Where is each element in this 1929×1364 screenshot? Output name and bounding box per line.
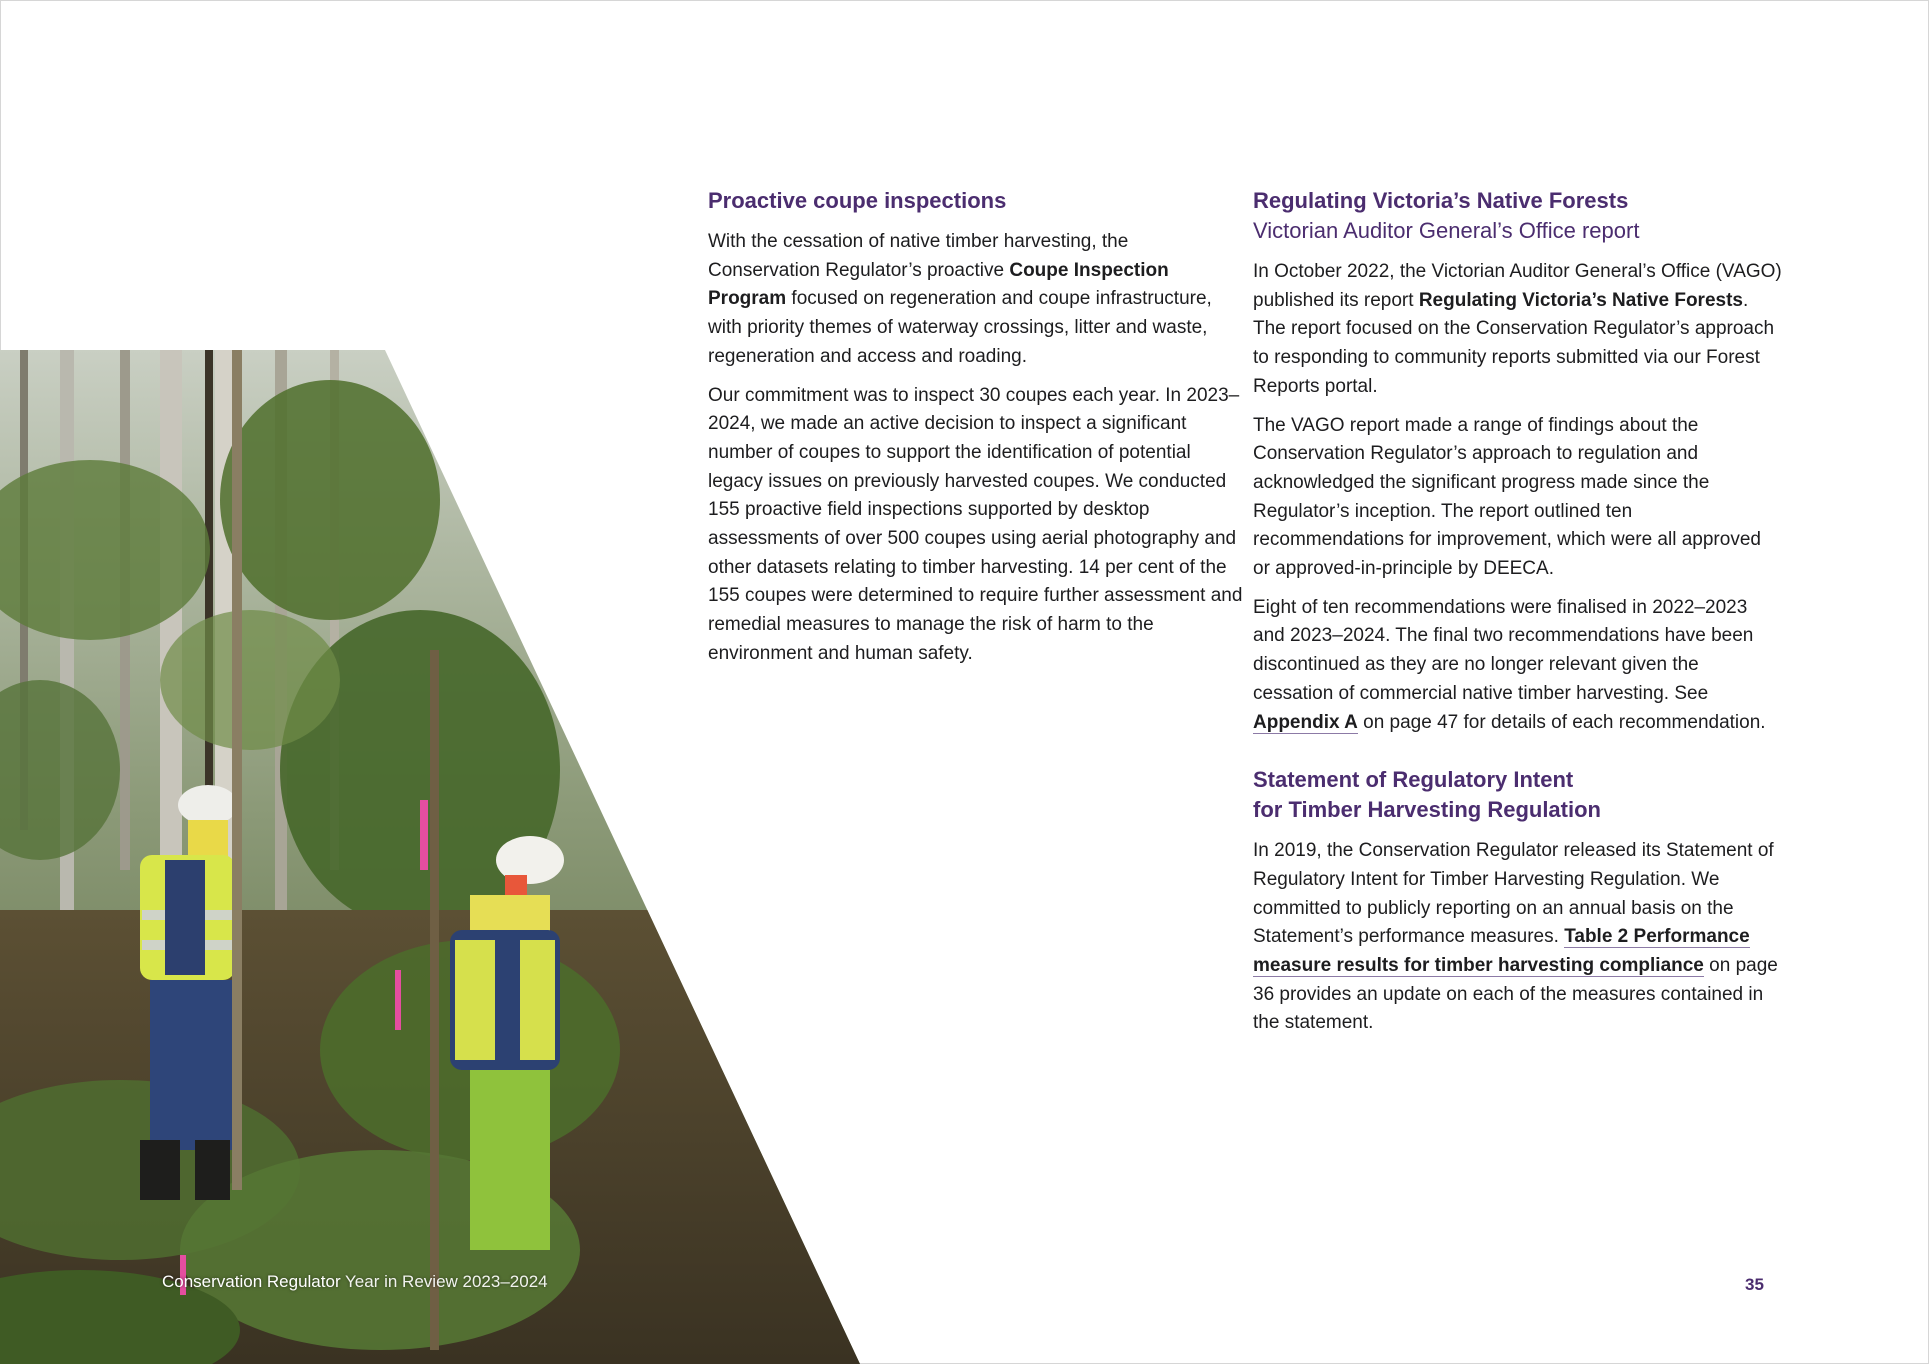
vago-paragraph-1 xyxy=(1253,258,1783,402)
paragraph-text: In 2019, the Conservation Regulator released its Statement of Regulatory Intent for Timber Harvesting Regulation. We committed to publicly reporting on an annual basis on the Statement’s performance measures. xyxy=(1253,840,1774,948)
page-number: 35 xyxy=(1745,1275,1764,1294)
vago-paragraph-3 xyxy=(1253,594,1783,738)
coupe-inspection-program-term: Coupe Inspection Program xyxy=(708,259,1169,310)
footer-title-sub: Year in Review 2023–2024 xyxy=(345,1272,548,1291)
regulatory-intent-heading-line-1: Statement of Regulatory Intent xyxy=(1253,767,1574,793)
vago-heading xyxy=(1253,186,1783,246)
vago-heading-title: Regulating Victoria’s Native Forests xyxy=(1253,188,1629,213)
appendix-a-link[interactable]: Appendix A xyxy=(1253,711,1358,733)
proactive-inspections-paragraph-1 xyxy=(708,228,1243,372)
table-2-link[interactable]: Table 2 Performance measure results for timber harvesting compliance xyxy=(1253,926,1750,977)
right-column xyxy=(1253,186,1783,1048)
left-column xyxy=(708,186,1243,679)
regulatory-intent-heading xyxy=(1253,765,1783,825)
footer-publication-title xyxy=(162,1272,548,1292)
paragraph-text: on page 47 for details of each recommendation. xyxy=(1357,711,1766,733)
paragraph-text: focused on regeneration and coupe infrastructure, with priority themes of waterway crossings, litter and waste, regeneration and access and roading. xyxy=(708,288,1212,367)
regulatory-intent-heading-line-2: for Timber Harvesting Regulation xyxy=(1253,797,1601,823)
paragraph-text: . The report focused on the Conservation Regulator’s approach to responding to community reports submitted via our Forest Reports portal. xyxy=(1253,289,1775,397)
vago-paragraph-2: The VAGO report made a range of findings about the Conservation Regulator’s approach to regulation and acknowledged the significant progress made since the Regulator’s inception. The report outlined ten recommendations for improvement, which were all approved or approved-in-principle by DEECA. xyxy=(1253,414,1761,580)
vago-subheading: Victorian Auditor General’s Office report xyxy=(1253,218,1640,243)
regulatory-intent-paragraph xyxy=(1253,837,1783,1038)
paragraph-text: on page 36 provides an update on each of the measures contained in the statement. xyxy=(1253,955,1778,1034)
paragraph-text: In October 2022, the Victorian Auditor General’s Office (VAGO) published its report xyxy=(1253,261,1782,311)
paragraph-text: Eight of ten recommendations were finalised in 2022–2023 and 2023–2024. The final two recommendations have been discontinued as they are no longer relevant given the cessation of commercial native timber harvesting. See xyxy=(1253,596,1754,704)
proactive-inspections-paragraph-2: Our commitment was to inspect 30 coupes each year. In 2023–2024, we made an active decision to inspect a significant number of coupes to support the identification of potential legacy issues on previously harvested coupes. We conducted 155 proactive field inspections supported by desktop assessments of over 500 coupes using aerial photography and other datasets relating to timber harvesting. 14 per cent of the 155 coupes were determined to require further assessment and remedial measures to manage the risk of harm to the environment and human safety. xyxy=(708,384,1243,664)
paragraph-text: With the cessation of native timber harvesting, the Conservation Regulator’s proactive xyxy=(708,231,1129,281)
footer-title-main: Conservation Regulator xyxy=(162,1272,341,1291)
report-title-term: Regulating Victoria’s Native Forests xyxy=(1418,289,1743,311)
proactive-inspections-heading: Proactive coupe inspections xyxy=(708,188,1007,213)
